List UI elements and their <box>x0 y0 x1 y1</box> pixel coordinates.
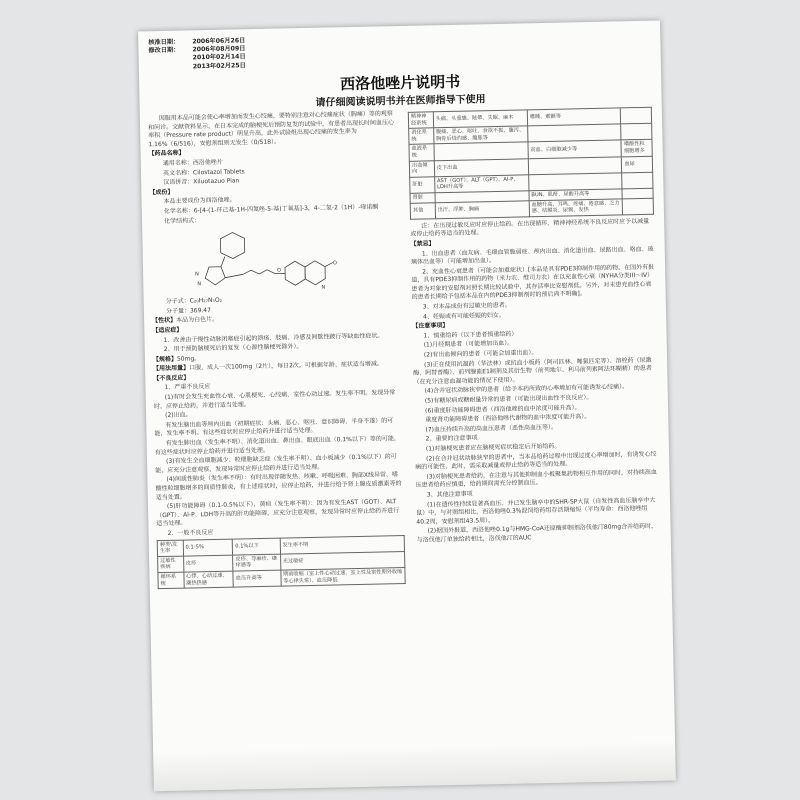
precaution-item: (7)血压持续升高的高血压患者（恶性高血压等）。 <box>425 423 558 434</box>
adverse-table-1 <box>157 535 406 590</box>
chemical-structure <box>150 223 399 296</box>
indication-item: 1、改善由于慢性动脉闭塞症引起的溃疡、肢痛、冷感及间歇性跛行等缺血性症状。 <box>163 331 384 344</box>
dosage-text: 口服，成人一次100mg（2片），每日2次。可根据年龄、症状适当增减。 <box>189 360 383 372</box>
table-cell: 期前收缩（室上性心动过速、室上性及室性期外收缩等心律失常）、血压降低 <box>280 567 405 586</box>
precaution-item: (4)合并冠状动脉狭窄的患者（给予本药所致的心率增加有可能诱发心绞痛）。 <box>424 383 629 395</box>
table-cell: 光过敏症 <box>280 551 405 570</box>
adverse-table-2 <box>408 107 654 220</box>
precaution-item: (2)据国外报道，西洛他唑0.1g与HMG-CoA还原酶抑制剂洛伐他汀80mg合并给药时，与洛伐他汀单独给药相比，洛伐他汀的AUC <box>416 523 658 544</box>
section-heading: 【禁忌】 <box>410 240 435 248</box>
table-cell <box>528 173 622 191</box>
table-cell: 头痛、头重感、眩晕、失眠、麻木 <box>433 110 527 128</box>
precaution-item: (1)月经期患者（可能增加出血）。 <box>423 340 514 349</box>
precaution-item: (6)重度肝功能障碍患者（西洛他唑的血中浓度可能升高）。 <box>424 403 581 415</box>
table-cell <box>622 172 653 189</box>
date-value: 2010年02月14日 <box>192 53 246 62</box>
contraindication-item: 4、妊娠或有可能妊娠的妇女。 <box>423 311 505 321</box>
adverse-item: (5)肝功能障碍（0.1-0.5%以下），黄疸（发生率不明）：因为有发生AST（GOT）、ALT（GPT）、Al-P、LDH等升高的肝功能障碍，应充分注意观察，发现异常时应停止给药并进行适当处理。 <box>156 498 400 528</box>
chemical-name: 化学名称：6-[4-(1-环己基-1H-四氮唑-5-基)丁氧基]-3，4-二氢-2（1H）-喹诺酮 <box>163 203 379 215</box>
common-name: 通用名称：西洛他唑片 <box>162 158 223 167</box>
document-title: 西洛他唑片说明书 <box>340 72 461 94</box>
table-cell: AST（GOT）、ALT（GPT）、Al-P、LDH升高等 <box>434 175 528 193</box>
table-cell: 其他 <box>410 202 435 219</box>
right-column <box>408 107 661 547</box>
left-column <box>148 110 406 589</box>
specification-text: 50mg。 <box>176 354 201 363</box>
table-cell: 消化系统 <box>409 128 434 145</box>
adverse-item: (1)有时会发生充血性心衰、心肌梗死、心绞痛、室性心动过速。发生率不明。发现异常时，应停止给药，并进行适当处理。 <box>153 389 396 410</box>
table-cell: 皮疹、荨麻疹、瘙痒感等 <box>233 554 281 571</box>
adverse-item: (2)出血。 <box>165 411 192 420</box>
section-heading: 【注意事项】 <box>412 322 449 331</box>
precaution-item: (3)正在使用抗凝药（华法林）或抗血小板药（阿司匹林、噻氯匹定等）、溶栓药（尿激酶、阿替普酶）、前列腺素E1制剂及其衍生物（前列地尔、利马前列素阿法环糊精）的患者（在充分注意血凝功能的情况下使用）。 <box>413 356 652 386</box>
adverse-item: 有发生脑出血等颅内出血（初期症状：头痛、恶心、呕吐、意识障碍、半身不遂）的可能，发生率不明。有这些症状时应停止给药并进行适当处理。 <box>154 417 394 438</box>
table-cell: 精神神经系统 <box>408 112 433 129</box>
molecular-formula: 分子式：C₂₀H₂₇N₅O₂ <box>165 296 223 306</box>
contraindication-item: 3、对本品成份有过敏史的患者。 <box>422 301 511 311</box>
svg-text:O: O <box>332 260 337 267</box>
warning-paragraph: 因服用本品可能会使心率增加而发生心绞痛，要特别注意对心绞痛症状（胸痛）等的观察和问诊。文献资料显示，在日本完成的脑梗死后预防复发的试验中，有患者出现长时间血压心率积（Pressure rate product）明显升高，此外试验组出现心绞痛的发生率为1.16%（6/516），安慰剂组则无发生（0/518）。 <box>147 110 395 149</box>
svg-text:N: N <box>195 271 199 278</box>
structure-label: 化学结构式： <box>163 216 201 225</box>
table-note: 注：在出现过敏反应时应停止给药。在出现循环、精神神经系统不良反应时应予以减量或停止给药等适当的处理。 <box>410 217 650 239</box>
pinyin-name: 汉语拼音：Xiluotazuo Pian <box>163 177 240 187</box>
table-cell: 出血倾向 <box>409 160 434 177</box>
date-row <box>149 62 246 72</box>
composition-text: 本品主要成份为西洛他唑。 <box>163 196 236 206</box>
table-cell <box>528 156 622 174</box>
precaution-item: (2)在合并冠状动脉狭窄的患者中，当本品给药过程中出现过度心率增加时，有诱发心绞痛的可能性，此时，需采取减量或停止给药等适当的处理。 <box>415 450 657 471</box>
table-cell: 0.1-5% <box>183 539 233 556</box>
adverse-item: (3)有发生全血细胞减少、粒细胞缺乏症（发生率不明）、血小板减少（0.1%以下）的可能，应充分注意观察，发现异常时应停止给药并进行适当处理。 <box>155 453 397 475</box>
table-cell: BUN、肌酐、尿酸升高等 <box>529 189 623 201</box>
section-heading: 【不良反应】 <box>153 374 190 383</box>
table-cell: 皮疹 <box>183 555 233 572</box>
svg-text:N: N <box>197 281 202 288</box>
indication-item: 2、用于预防脑梗死后的复发（心源性脑梗死除外）。 <box>163 343 303 354</box>
structure-diagram <box>184 224 365 296</box>
table-cell: 血压升高等 <box>233 570 281 587</box>
section-heading: 【用法用量】 <box>153 364 190 373</box>
adverse-item: 2、一般不良反应 <box>167 528 214 537</box>
document-subtitle: 请仔细阅读说明书并在医师指导下使用 <box>315 94 486 109</box>
precaution-item: (3)对脑梗死患者给药，在注意与其他抑制血小板聚集药物相互作用的同时，对持续高血压患者给药应慎重，给药期间需充分控制血压。 <box>415 468 657 490</box>
section-heading: 【适应症】 <box>152 326 183 335</box>
precaution-item: 1、慎重给药（以下患者慎重给药） <box>423 330 518 340</box>
precaution-item: (1)对脑梗死患者应在脑梗死症状稳定后开始给药。 <box>425 442 561 453</box>
precaution-item: (5)有糖尿病或糖耐量异常的患者（可能出现出血性不良反应）。 <box>424 394 593 405</box>
approval-dates <box>148 37 246 72</box>
table-cell: 皮下出血 <box>434 158 528 176</box>
table-cell: 嗜酸性粒细胞增多 <box>621 140 652 157</box>
date-value: 2006年08月09日 <box>192 45 246 54</box>
precaution-item: 2、重要的注意事项 <box>425 434 478 443</box>
date-label: 修改日期： <box>148 46 180 55</box>
date-label: 核准日期： <box>148 38 180 47</box>
section-heading: 【药品名称】 <box>148 149 185 158</box>
date-value: 2013年02月25日 <box>192 61 246 70</box>
table-cell: 肾脏 <box>410 193 435 203</box>
table-cell: 循环系统 <box>158 572 184 589</box>
section-heading: 【性状】 <box>152 317 177 325</box>
table-cell <box>434 142 528 160</box>
table-cell: 过敏性疾病 <box>158 556 184 573</box>
section-heading: 【成份】 <box>149 188 174 197</box>
contraindication-item: 2、充血性心衰患者（可能会加重症状）[本品是具有PDE3抑制作用的药物。在国外有报道，具有PDE3抑制作用的药物（米力农、维司力农）在以充血性心衰（NYHA分类III～IV）患者为对象的安慰剂对照长期比较试验中，其存活率比安慰剂低。另外，对未患充血性心衰的患者长期给予包括本品在内的PDE3抑制剂时的预后尚不明确]。 <box>411 263 655 302</box>
table-cell <box>621 123 652 140</box>
english-name: 英文名称：Cilostazol Tablets <box>162 167 245 177</box>
package-insert-sheet <box>138 21 676 792</box>
table-cell: 腹痛、恶心、呕吐、食欲不振、腹泻、胸骨后烧灼感、腹胀等 <box>433 126 527 144</box>
adverse-item: (4)间质性肺炎（发生率不明）：有时出现伴随发热、咳嗽、呼吸困难、胸部X线异常、嗜酸性粒细胞增多的间质性肺炎，有上述症状时，应停止给药，并进行给予肾上腺皮质激素等的适当处置。 <box>155 471 402 501</box>
precaution-item: 重度肾功能障碍患者（西洛他唑代谢物的血中浓度可能升高）。 <box>425 413 591 424</box>
adverse-item: 有发生肺出血（发生率不明）、消化道出血、鼻出血、眼底出血（0.1%以下）等的可能，有这些症状时应停止给药并进行适当处理。 <box>154 435 400 456</box>
date-value: 2006年06月26日 <box>192 37 246 46</box>
table-cell: 血尿 <box>622 156 653 173</box>
table-cell: 种类\发生率 <box>157 540 183 557</box>
table-cell: 嗜睡、震颤等 <box>527 108 621 126</box>
precaution-item: 3、其他注意事项 <box>426 490 473 499</box>
adverse-item: 1、严重不良反应 <box>164 383 211 392</box>
table-cell <box>527 124 621 142</box>
page-fold-shadow <box>153 740 676 791</box>
date-label <box>149 63 189 72</box>
precaution-item: (1)在遗传性持续显著高血压、并已发生脑卒中的SHR-SP大鼠（自发性高血压脑卒中大鼠）中，与对照组相比，西洛他唑0.3%混饲给药组存活期缩短（平均寿命：西洛他唑组40.2周，安慰剂组43.5周）。 <box>416 496 656 526</box>
table-cell: 出汗、浮肿、胸痛 <box>435 200 529 218</box>
description-text: 本品为白色片。 <box>176 316 219 325</box>
molecular-weight: 分子量：369.47 <box>165 306 211 315</box>
precaution-item: (2)有出血倾向的患者（可能会加重出血）。 <box>423 349 538 359</box>
table-cell: 血糖升高、耳鸣、疼痛、倦怠感、乏力感、结膜炎、尿频、发热 <box>529 198 623 216</box>
section-heading: 【规格】 <box>152 355 178 363</box>
table-cell: 肝脏 <box>410 177 435 194</box>
table-cell <box>623 198 654 215</box>
contraindication-item: 1、出血患者（血友病、毛细血管脆弱症、颅内出血、消化道出血、尿路出血、咯血、玻璃体出血等）（可能增加出血）。 <box>410 245 654 266</box>
table-cell <box>621 107 652 124</box>
table-cell: 心悸、心动过速、潮热热感 <box>184 571 234 588</box>
svg-text:O: O <box>277 267 282 274</box>
table-cell: 贫血、白细胞减少等 <box>528 140 622 158</box>
table-cell: 血液系统 <box>409 144 434 161</box>
table-cell: 发生率不明 <box>280 535 405 554</box>
table-cell: 0.1%以下 <box>233 538 281 555</box>
svg-text:N: N <box>321 284 326 291</box>
